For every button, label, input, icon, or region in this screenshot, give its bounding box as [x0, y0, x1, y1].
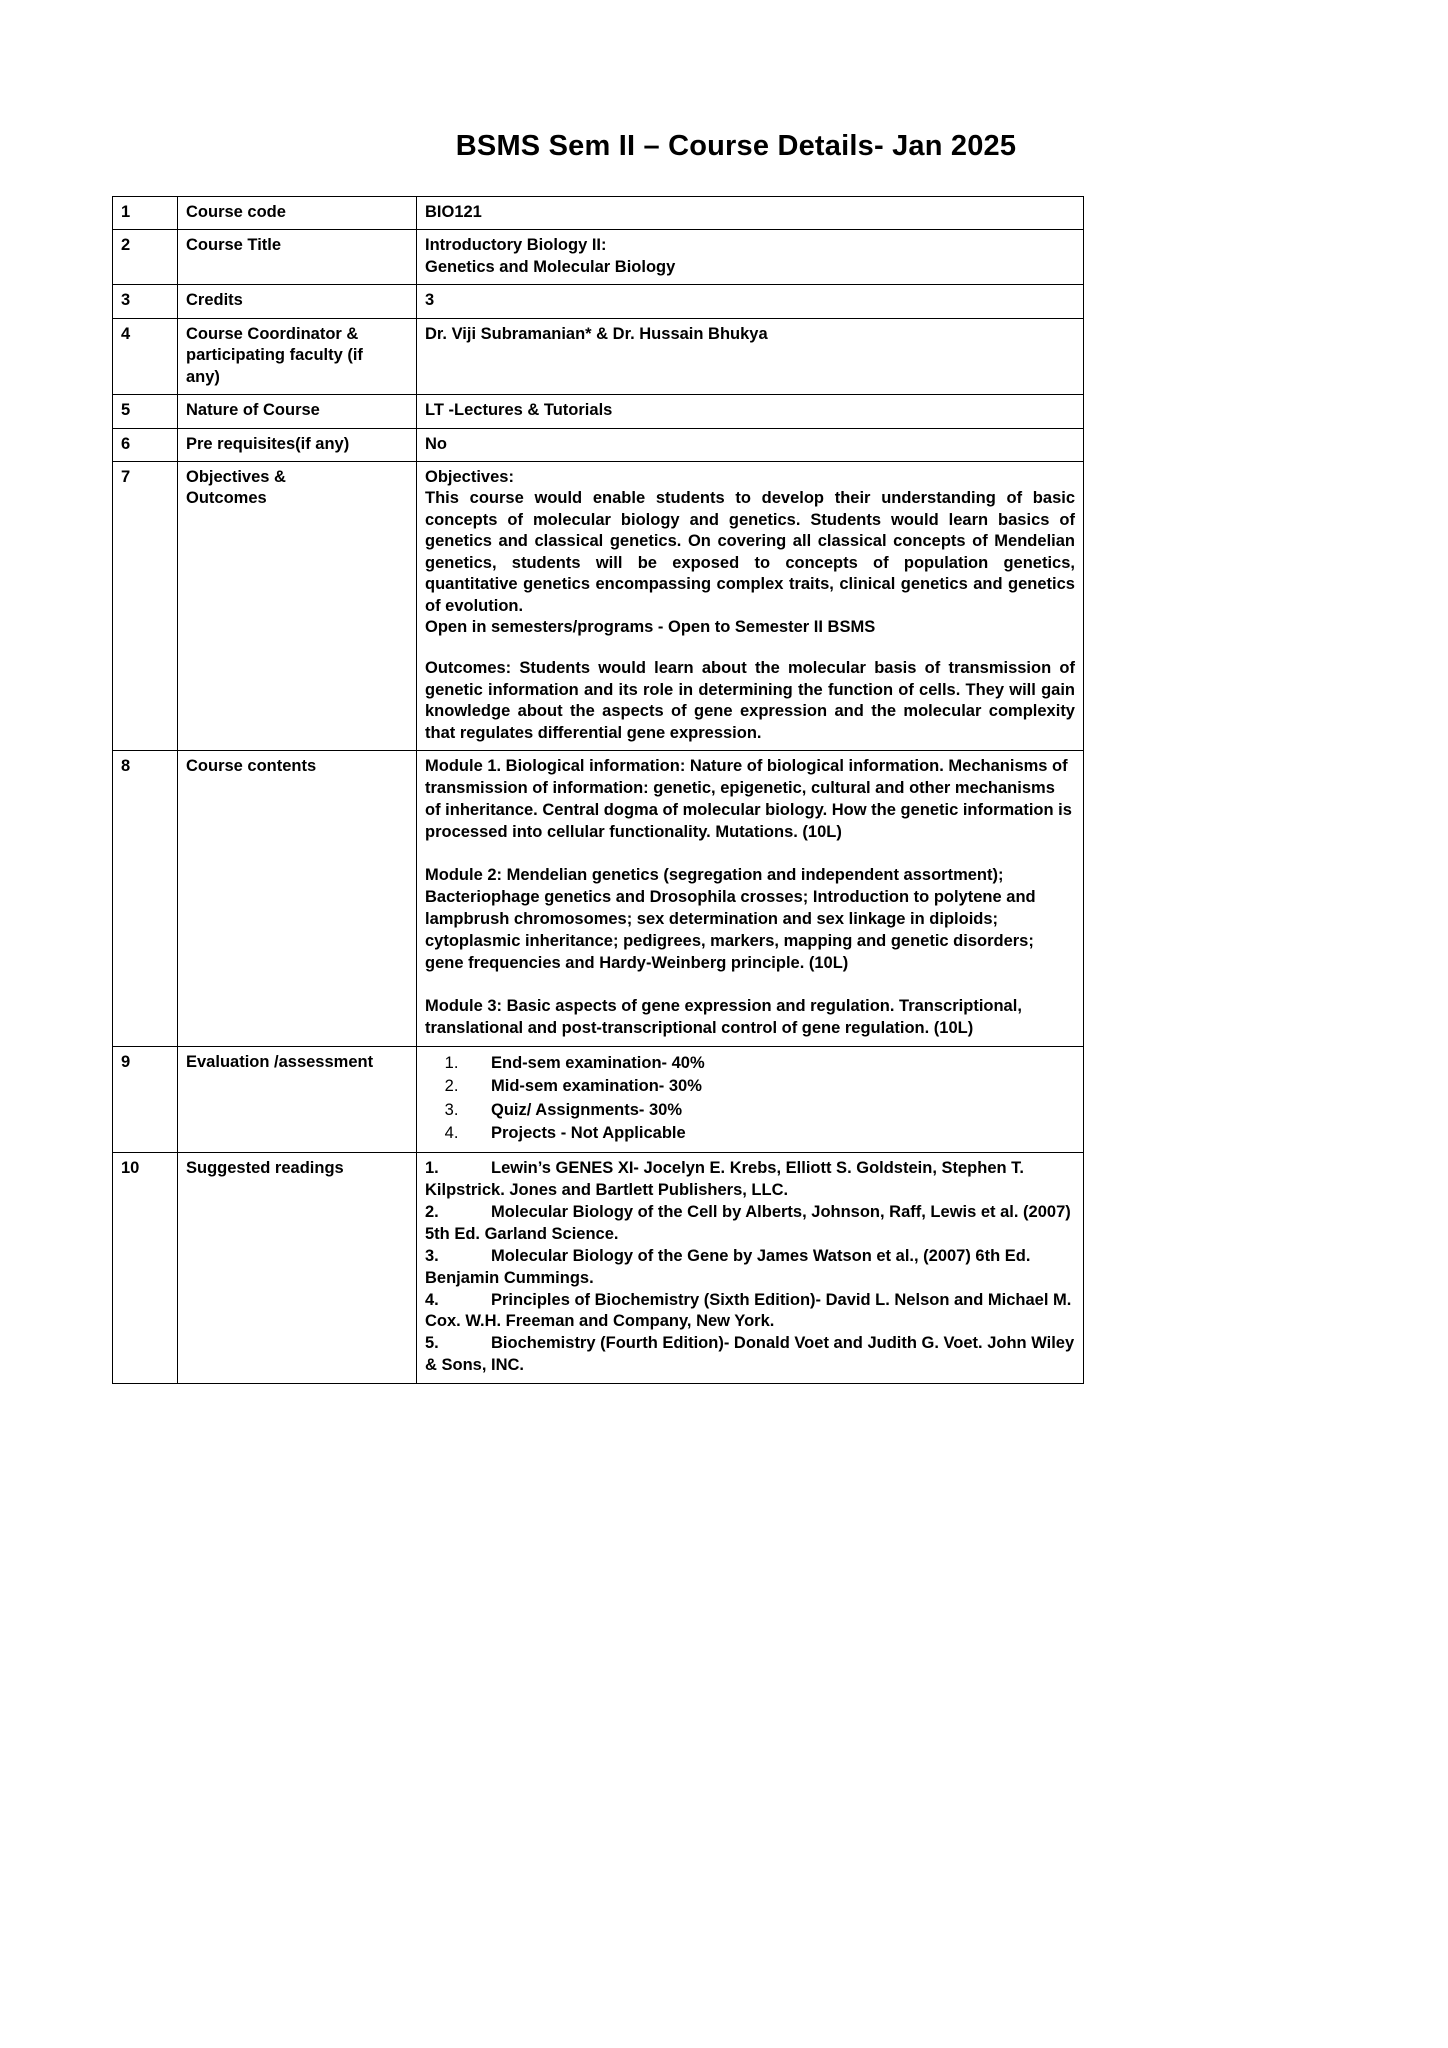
- row-number: 6: [113, 428, 178, 461]
- row-value-course-code: BIO121: [417, 197, 1084, 230]
- table-row: [113, 285, 1084, 318]
- table-row: [113, 395, 1084, 428]
- row-number: 8: [113, 751, 178, 1046]
- outcomes-body: Outcomes: Students would learn about the molecular basis of transmission of genetic information and its role in determining the function of cells. They will gain knowledge about the aspects of gene expression and the molecular complexity that regulates differential gene expression.: [425, 659, 1075, 742]
- row-label-course-code: Course code: [178, 197, 417, 230]
- row-value-evaluation: [417, 1046, 1084, 1152]
- row-value-course-coordinator: [417, 318, 1084, 394]
- row-value-objectives-outcomes: [417, 461, 1084, 750]
- row-label-pre-requisites: Pre requisites(if any): [178, 428, 417, 461]
- coordinator-label-line-1: Course Coordinator &: [186, 324, 359, 343]
- module-1: Module 1. Biological information: Nature of biological information. Mechanisms of transmission of information: genetic, epigenetic, cultural and other mechanisms of inheritance. Central dogma of molecular biology. How the genetic information is processed into cellular functionality. Mutations. (10L): [425, 757, 1072, 841]
- row-label-credits: Credits: [178, 285, 417, 318]
- row-label-course-contents: Course contents: [178, 751, 417, 1046]
- course-title-line-2: Genetics and Molecular Biology: [425, 257, 676, 276]
- spacer: [425, 638, 1075, 658]
- row-number: 5: [113, 395, 178, 428]
- table-row: [113, 230, 1084, 285]
- objectives-body: This course would enable students to develop their understanding of basic concepts of molecular biology and genetics. Students would learn basics of genetics and classical genetics. On covering all classical concepts of Mendelian genetics, students will be exposed to concepts of population genetics, quantitative genetics encompassing complex traits, clinical genetics and genetics of evolution.: [425, 489, 1075, 615]
- list-item: [463, 1099, 1075, 1123]
- evaluation-label-text: Evaluation /assessment: [186, 1052, 374, 1071]
- reading-text-2: Molecular Biology of the Cell by Alberts, Johnson, Raff, Lewis et al. (2007) 5th Ed. Garland Science.: [425, 1202, 1071, 1243]
- evaluation-item-4: Projects - Not Applicable: [491, 1124, 686, 1143]
- reading-text-5: Biochemistry (Fourth Edition)- Donald Voet and Judith G. Voet. John Wiley & Sons, INC.: [425, 1334, 1075, 1375]
- row-label-objectives-outcomes: [178, 461, 417, 750]
- row-number: 2: [113, 230, 178, 285]
- row-label-nature-of-course: Nature of Course: [178, 395, 417, 428]
- evaluation-item-3: Quiz/ Assignments- 30%: [491, 1100, 683, 1119]
- table-row: [113, 197, 1084, 230]
- table-row: [113, 1152, 1084, 1383]
- table-row: [113, 318, 1084, 394]
- list-item: [425, 1333, 1075, 1377]
- course-details-table: [112, 196, 1084, 1384]
- coordinator-label-line-2: participating faculty (if: [186, 346, 363, 365]
- row-value-course-contents: [417, 751, 1084, 1046]
- coordinator-label-line-3: any): [186, 367, 220, 386]
- coordinator-names: Dr. Viji Subramanian* & Dr. Hussain Bhukya: [425, 324, 768, 343]
- objectives-label-line-2: Outcomes: [186, 489, 267, 508]
- reading-number-1: 1.: [425, 1158, 439, 1177]
- row-number: 9: [113, 1046, 178, 1152]
- table-row: [113, 428, 1084, 461]
- spacer: [425, 844, 1075, 865]
- list-item: [425, 1158, 1075, 1202]
- page-title: BSMS Sem II – Course Details- Jan 2025: [455, 130, 1017, 162]
- reading-number-3: 3.: [425, 1246, 439, 1265]
- row-value-credits: 3: [417, 285, 1084, 318]
- spacer: [425, 975, 1075, 996]
- objectives-open-line: Open in semesters/programs - Open to Semester II BSMS: [425, 618, 876, 636]
- list-item: [463, 1052, 1075, 1076]
- reading-text-3: Molecular Biology of the Gene by James Watson et al., (2007) 6th Ed. Benjamin Cummings.: [425, 1246, 1031, 1287]
- list-item: [425, 1290, 1075, 1334]
- row-number: 4: [113, 318, 178, 394]
- row-value-suggested-readings: [417, 1152, 1084, 1383]
- row-number: 1: [113, 197, 178, 230]
- table-row: [113, 751, 1084, 1046]
- reading-number-4: 4.: [425, 1290, 439, 1309]
- objectives-label-line-1: Objectives &: [186, 467, 286, 486]
- list-item: [463, 1122, 1075, 1146]
- row-label-evaluation: [178, 1046, 417, 1152]
- list-item: [463, 1075, 1075, 1099]
- reading-number-5: 5.: [425, 1334, 439, 1353]
- reading-number-2: 2.: [425, 1202, 439, 1221]
- row-value-course-title: [417, 230, 1084, 285]
- evaluation-item-2: Mid-sem examination- 30%: [491, 1077, 702, 1096]
- reading-text-4: Principles of Biochemistry (Sixth Edition)- David L. Nelson and Michael M. Cox. W.H. Freeman and Company, New York.: [425, 1290, 1072, 1331]
- table-row: [113, 461, 1084, 750]
- table-row: [113, 1046, 1084, 1152]
- evaluation-list: [425, 1052, 1075, 1146]
- row-number: 3: [113, 285, 178, 318]
- row-number: 7: [113, 461, 178, 750]
- row-label-course-coordinator: [178, 318, 417, 394]
- evaluation-item-1: End-sem examination- 40%: [491, 1053, 705, 1072]
- row-value-nature-of-course: LT -Lectures & Tutorials: [417, 395, 1084, 428]
- row-number: 10: [113, 1152, 178, 1383]
- list-item: [425, 1202, 1075, 1246]
- row-label-suggested-readings: Suggested readings: [178, 1152, 417, 1383]
- row-label-course-title: Course Title: [178, 230, 417, 285]
- row-value-pre-requisites: No: [417, 428, 1084, 461]
- module-3: Module 3: Basic aspects of gene expression and regulation. Transcriptional, translational and post-transcriptional control of gene regulation. (10L): [425, 996, 1022, 1037]
- course-title-line-1: Introductory Biology II:: [425, 236, 607, 255]
- list-item: [425, 1246, 1075, 1290]
- module-2: Module 2: Mendelian genetics (segregation and independent assortment); Bacteriophage genetics and Drosophila crosses; Introduction to polytene and lampbrush chromosomes; sex determination and sex linkage in diploids; cytoplasmic inheritance; pedigrees, markers, mapping and genetic disorders; gene frequencies and Hardy-Weinberg principle. (10L): [425, 865, 1036, 972]
- reading-text-1: Lewin’s GENES XI- Jocelyn E. Krebs, Elliott S. Goldstein, Stephen T. Kilpstrick. Jones and Bartlett Publishers, LLC.: [425, 1158, 1024, 1199]
- objectives-heading: Objectives:: [425, 467, 514, 486]
